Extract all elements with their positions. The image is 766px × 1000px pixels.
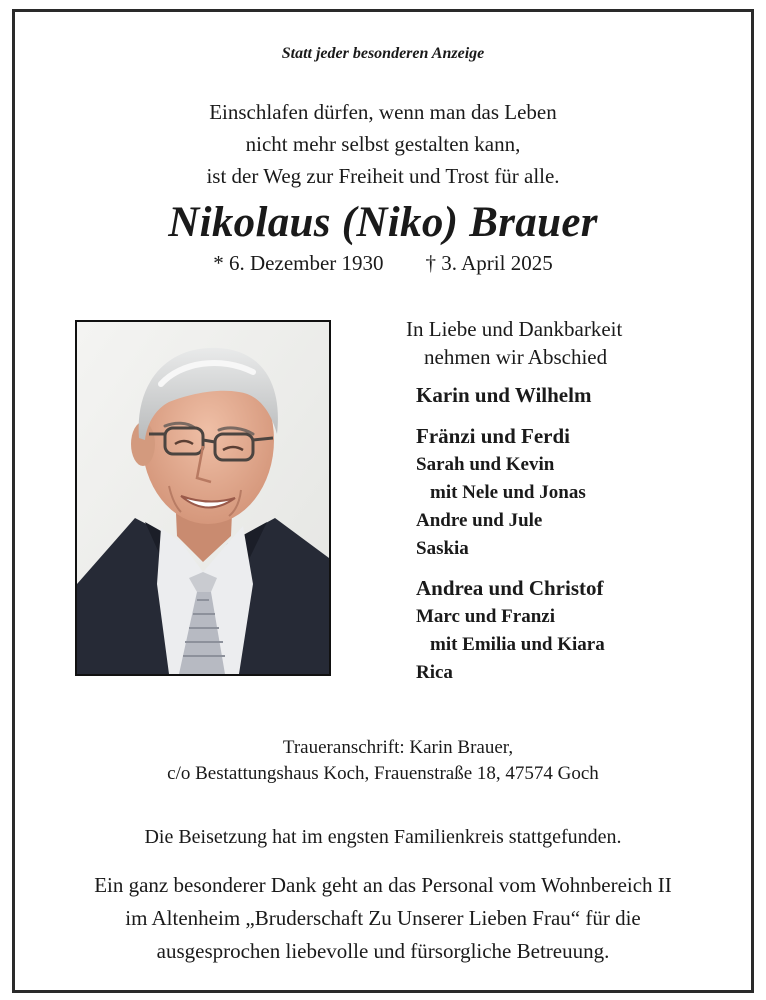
family-member: mit Nele und Jonas (430, 482, 586, 503)
header-note: Statt jeder besonderen Anzeige (281, 45, 485, 62)
birth-date: * 6. Dezember 1930 (213, 251, 384, 275)
deceased-name: Nikolaus (Niko) Brauer (168, 199, 598, 246)
burial-note: Die Beisetzung hat im engsten Familienkreis stattgefunden. (144, 826, 622, 848)
death-date: † 3. April 2025 (425, 251, 553, 275)
verse-line: ist der Weg zur Freiheit und Trost für alle. (206, 164, 560, 188)
family-member: Rica (416, 662, 453, 683)
farewell-text (406, 315, 622, 371)
thanks-line: ausgesprochen liebevolle und fürsorgliche Betreuung. (156, 939, 610, 963)
family-group-head: Karin und Wilhelm (416, 383, 592, 407)
family-member: Saskia (416, 538, 469, 559)
address-line: Traueranschrift: Karin Brauer, (282, 737, 514, 758)
thanks-note (0, 869, 766, 968)
thanks-line: im Altenheim „Bruderschaft Zu Unserer Lieben Frau“ für die (125, 906, 641, 930)
address-line: c/o Bestattungshaus Koch, Frauenstraße 18, 47574 Goch (167, 763, 599, 784)
thanks-line: Ein ganz besonderer Dank geht an das Personal vom Wohnbereich II (94, 873, 672, 897)
farewell-line: nehmen wir Abschied (424, 345, 608, 369)
verse-line: nicht mehr selbst gestalten kann, (245, 132, 521, 156)
memorial-verse (0, 96, 766, 192)
family-member: Andre und Jule (416, 510, 543, 531)
portrait-photo (75, 320, 331, 676)
mourning-address (0, 735, 766, 787)
family-member: Sarah und Kevin (416, 454, 555, 475)
family-member: mit Emilia und Kiara (430, 634, 605, 655)
verse-line: Einschlafen dürfen, wenn man das Leben (209, 100, 557, 124)
family-group-head: Andrea und Christof (416, 576, 604, 600)
farewell-line: In Liebe und Dankbarkeit (406, 317, 623, 341)
family-member: Marc und Franzi (416, 606, 555, 627)
life-dates (0, 251, 766, 276)
family-group-head: Fränzi und Ferdi (416, 424, 571, 448)
